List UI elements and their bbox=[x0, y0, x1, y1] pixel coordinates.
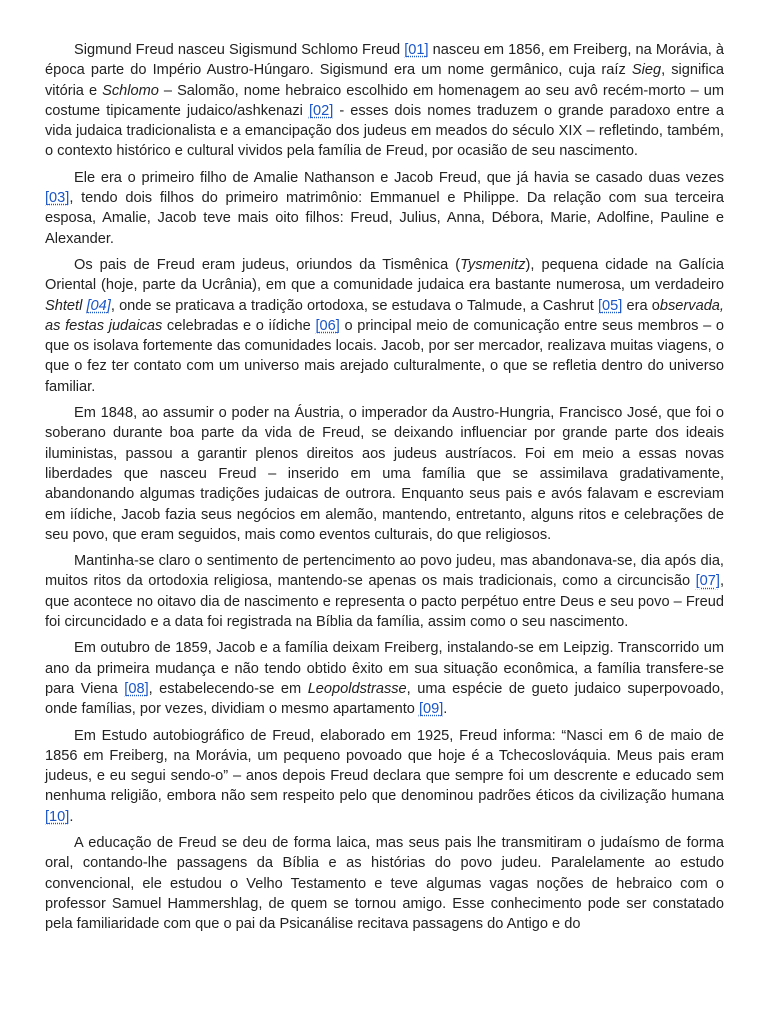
article-body bbox=[45, 40, 724, 940]
text-run: , que acontece no oitavo dia de nascimento e representa o pacto perpétuo entre Deus e seu povo – Freud foi circuncidado e a data foi registrada na Bíblia da família, assim como o seu nascimento. bbox=[45, 573, 724, 631]
text-run: Sigmund Freud nasceu Sigismund Schlomo Freud bbox=[74, 42, 405, 58]
italic-text: bservada, as festas judaicas bbox=[45, 297, 724, 334]
text-run: A educação de Freud se deu de forma laica, mas seus pais lhe transmitiram o judaísmo de forma oral, contando-lhe passagens da Bíblia e as histórias do povo judeu. Paralelamente ao estudo convencional, ele estudou o Velho Testamento e teve algumas vagas noções de hebraico com o professor Samuel Hammershlag, de quem se tornou amigo. Esse conhecimento pode ser constatado pela familiaridade com que o pai da Psicanálise recitava passagens do Antigo e do bbox=[45, 834, 724, 933]
text-run: nasceu em 1856, em Freiberg, na Morávia, à época parte do Império Austro-Húngaro. Sigismund era um nome germânico, cuja raíz bbox=[45, 42, 724, 79]
paragraph bbox=[45, 833, 724, 934]
text-run: , tendo dois filhos do primeiro matrimônio: Emmanuel e Philippe. Da relação com sua terceira esposa, Amalie, Jacob teve mais oito filhos: Freud, Julius, Anna, Débora, Marie, Adolfine, Pauline e Alexander. bbox=[45, 190, 724, 247]
text-run: , onde se praticava a tradição ortodoxa, se estudava o Talmude, a Cashrut bbox=[110, 297, 598, 314]
paragraph bbox=[45, 638, 724, 719]
paragraph bbox=[45, 168, 724, 249]
footnote-link[interactable]: [07] bbox=[695, 573, 720, 590]
paragraph bbox=[45, 40, 724, 162]
text-run: Os pais de Freud eram judeus, oriundos da Tismênica ( bbox=[74, 256, 461, 273]
footnote-link[interactable]: [06] bbox=[315, 317, 340, 334]
text-run: era o bbox=[622, 297, 660, 314]
italic-text: Schlomo bbox=[102, 82, 159, 99]
text-run: , significa vitória e bbox=[45, 62, 724, 99]
text-run: - esses dois nomes traduzem o grande paradoxo entre a vida judaica tradicionalista e a emancipação dos judeus em meados do século XIX – refletindo, também, o contexto histórico e cultural vividos pela família de Freud, por ocasião de seu nascimento. bbox=[45, 102, 724, 160]
footnote-link[interactable]: [01] bbox=[404, 42, 429, 58]
text-run: Em outubro de 1859, Jacob e a família deixam Freiberg, instalando-se em Leipzig. Transcorrido um ano da primeira mudança e não tendo obtido êxito em sua situação econômica, a família transfere-se para Viena bbox=[45, 640, 724, 697]
paragraph bbox=[45, 726, 724, 827]
footnote-link[interactable]: [10] bbox=[45, 808, 70, 825]
paragraph bbox=[45, 551, 724, 632]
text-run: – Salomão, nome hebraico escolhido em homenagem ao seu avô recém-morto – um costume tipicamente judaico/ashkenazi bbox=[45, 82, 724, 119]
text-run: ), pequena cidade na Galícia Oriental (hoje, parte da Ucrânia), em que a comunidade judaica era bastante numerosa, um verdadeiro bbox=[45, 256, 725, 294]
paragraph bbox=[45, 403, 724, 545]
italic-text: Leopoldstrasse bbox=[307, 680, 407, 697]
footnote-link[interactable]: [03] bbox=[45, 190, 70, 207]
italic-text: Sieg bbox=[631, 62, 662, 79]
footnote-link[interactable]: [05] bbox=[598, 297, 623, 314]
text-run: o principal meio de comunicação entre seus membros – o que os isolava fortemente das comunidades locais. Jacob, por ser mercador, realizava muitas viagens, o que o fez ter contato com um universo mais arejado culturalmente, o que se refletia dentro do universo familiar. bbox=[45, 317, 724, 395]
text-run: Em 1848, ao assumir o poder na Áustria, o imperador da Austro-Hungria, Francisco José, que foi o soberano durante boa parte da vida de Freud, se deixando influenciar por grande parte dos ideais iluministas, passou a garantir plenos direitos aos judeus austríacos. Foi em meio a essas novas liberdades que nasceu Freud – inserido em uma família que se assimilava gradativamente, abandonando algumas tradições judaicas de outrora. Enquanto seus pais e avós falavam e escreviam em iídiche, Jacob fazia seus negócios em alemão, mantendo, entretanto, alguns ritos e celebrações de seu povo, que eram seguidos, mais como eventos culturais, do que religiosos. bbox=[45, 405, 724, 543]
text-run: Mantinha-se claro o sentimento de pertencimento ao povo judeu, mas abandonava-se, dia após dia, muitos ritos da ortodoxia religiosa, mantendo-se apenas os mais tradicionais, como a circuncisão bbox=[45, 553, 724, 590]
italic-text: Shtetl bbox=[45, 297, 83, 314]
text-run: . bbox=[443, 701, 448, 718]
footnote-link[interactable]: [09] bbox=[418, 701, 444, 718]
text-run: Ele era o primeiro filho de Amalie Nathanson e Jacob Freud, que já havia se casado duas vezes bbox=[74, 169, 724, 186]
footnote-link[interactable]: [08] bbox=[124, 680, 149, 697]
text-run: . bbox=[69, 808, 74, 825]
text-run: Em Estudo autobiográfico de Freud, elaborado em 1925, Freud informa: “Nasci em 6 de maio de 1856 em Freiberg, na Morávia, um pequeno povoado que hoje é a Tchecoslováquia. Meus pais eram judeus, e eu segui sendo-o” – anos depois Freud declara que sempre foi um descrente e educado sem nenhuma religião, embora não sem respeito pelo que denominou padrões éticos da civilização humana bbox=[45, 727, 724, 805]
text-run: celebradas e o iídiche bbox=[162, 317, 316, 334]
footnote-link[interactable]: [04] bbox=[86, 297, 111, 314]
paragraph bbox=[45, 255, 724, 397]
footnote-link[interactable]: [02] bbox=[308, 102, 334, 119]
italic-text: Tysmenitz bbox=[460, 256, 526, 273]
text-run: , uma espécie de gueto judaico superpovoado, onde famílias, por vezes, dividiam o mesmo apartamento bbox=[45, 680, 724, 718]
text-run: , estabelecendo-se em bbox=[148, 680, 308, 697]
